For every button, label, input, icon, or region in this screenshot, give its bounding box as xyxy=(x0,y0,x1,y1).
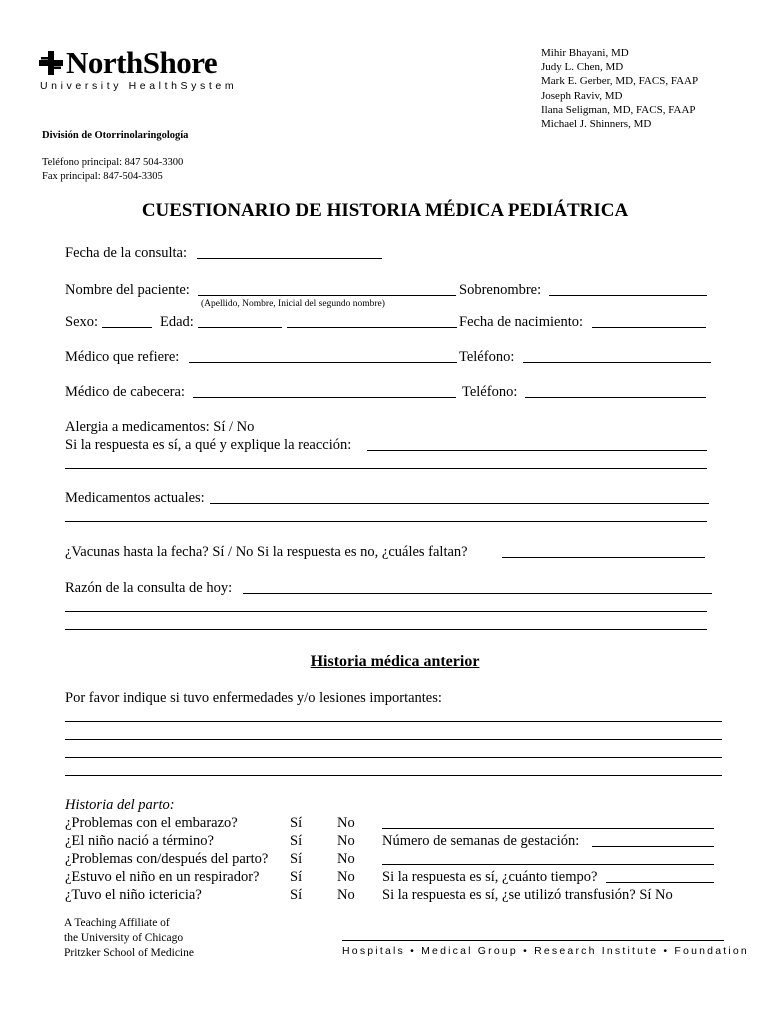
referring-doctor-field[interactable] xyxy=(189,362,457,363)
gestation-weeks-label: Número de semanas de gestación: xyxy=(382,833,580,849)
age-extra-field[interactable] xyxy=(287,327,457,328)
department: División de Otorrinolaringología xyxy=(42,130,189,141)
no-option[interactable]: No xyxy=(337,869,355,885)
birth-question: ¿Tuvo el niño ictericia? xyxy=(65,887,202,903)
nickname-field[interactable] xyxy=(549,295,707,296)
sex-field[interactable] xyxy=(102,327,152,328)
illness-prompt: Por favor indique si tuvo enfermedades y/o lesiones importantes: xyxy=(65,690,442,706)
visit-reason-field-3[interactable] xyxy=(65,629,707,630)
sex-label: Sexo: xyxy=(65,314,99,330)
yes-option[interactable]: Sí xyxy=(290,851,303,867)
footer-tagline: Hospitals • Medical Group • Research Institute • Foundation xyxy=(342,945,749,957)
teaching-line: Pritzker School of Medicine xyxy=(64,947,194,959)
logo-subtitle: University HealthSystem xyxy=(40,80,238,92)
yes-option[interactable]: Sí xyxy=(290,833,303,849)
primary-doctor-label: Médico de cabecera: xyxy=(65,384,185,400)
contact-info xyxy=(42,156,183,184)
patient-name-label: Nombre del paciente: xyxy=(65,282,190,298)
northshore-logo xyxy=(38,45,278,92)
teaching-line: A Teaching Affiliate of xyxy=(64,917,170,929)
visit-reason-field-2[interactable] xyxy=(65,611,707,612)
doctor-name: Mihir Bhayani, MD xyxy=(541,47,629,59)
doctor-name: Judy L. Chen, MD xyxy=(541,61,624,74)
doctor-name: Mark E. Gerber, MD, FACS, FAAP xyxy=(541,75,699,88)
allergy-explain-field-2[interactable] xyxy=(65,468,707,469)
no-option[interactable]: No xyxy=(337,887,355,903)
birth-question: ¿Estuvo el niño en un respirador? xyxy=(65,869,260,885)
current-meds-field[interactable] xyxy=(210,503,709,504)
allergy-question: Alergia a medicamentos: Sí / No xyxy=(65,419,255,435)
vaccines-question: ¿Vacunas hasta la fecha? Sí / No Si la respuesta es no, ¿cuáles faltan? xyxy=(65,544,468,560)
phone2-label: Teléfono: xyxy=(462,384,518,400)
nickname-label: Sobrenombre: xyxy=(459,282,542,298)
birth-question: ¿Problemas con el embarazo? xyxy=(65,815,238,831)
patient-name-field[interactable] xyxy=(198,295,456,296)
current-meds-field-2[interactable] xyxy=(65,521,707,522)
birth-date-field[interactable] xyxy=(592,327,706,328)
current-meds-label: Medicamentos actuales: xyxy=(65,490,205,506)
respirator-time-field[interactable] xyxy=(606,882,714,883)
gestation-weeks-field[interactable] xyxy=(592,846,714,847)
phone1-label: Teléfono: xyxy=(459,349,515,365)
illness-field-1[interactable] xyxy=(65,721,722,722)
visit-date-label: Fecha de la consulta: xyxy=(65,245,187,261)
name-format-hint: (Apellido, Nombre, Inicial del segundo nombre) xyxy=(201,299,385,309)
form-title: CUESTIONARIO DE HISTORIA MÉDICA PEDIÁTRICA xyxy=(141,200,629,221)
teaching-affiliate xyxy=(64,916,194,961)
illness-field-4[interactable] xyxy=(65,775,722,776)
yes-option[interactable]: Sí xyxy=(290,815,303,831)
illness-field-3[interactable] xyxy=(65,757,722,758)
transfusion-question: Si la respuesta es sí, ¿se utilizó transfusión? Sí No xyxy=(382,887,673,903)
birth-history-heading: Historia del parto: xyxy=(65,797,175,813)
cross-logo-icon xyxy=(38,50,64,76)
respirator-time-label: Si la respuesta es sí, ¿cuánto tiempo? xyxy=(382,869,598,885)
birth-question: ¿Problemas con/después del parto? xyxy=(65,851,269,867)
visit-date-field[interactable] xyxy=(197,258,382,259)
age-field[interactable] xyxy=(198,327,282,328)
yes-option[interactable]: Sí xyxy=(290,869,303,885)
phone1-field[interactable] xyxy=(523,362,711,363)
footer-rule xyxy=(342,940,724,941)
yes-option[interactable]: Sí xyxy=(290,887,303,903)
visit-reason-field[interactable] xyxy=(243,593,712,594)
section-title: Historia médica anterior xyxy=(310,653,480,670)
no-option[interactable]: No xyxy=(337,815,355,831)
phone2-field[interactable] xyxy=(525,397,706,398)
vaccines-missing-field[interactable] xyxy=(502,557,705,558)
birth-date-label: Fecha de nacimiento: xyxy=(459,314,584,330)
doctor-list xyxy=(541,46,698,131)
pregnancy-problems-field[interactable] xyxy=(382,828,714,829)
phone-main: Teléfono principal: 847 504-3300 xyxy=(42,157,184,168)
doctor-name: Michael J. Shinners, MD xyxy=(541,118,652,131)
age-label: Edad: xyxy=(160,314,194,330)
allergy-explain-label: Si la respuesta es sí, a qué y explique la reacción: xyxy=(65,437,352,453)
no-option[interactable]: No xyxy=(337,851,355,867)
visit-reason-label: Razón de la consulta de hoy: xyxy=(65,580,233,596)
allergy-explain-field[interactable] xyxy=(367,450,707,451)
doctor-name: Ilana Seligman, MD, FACS, FAAP xyxy=(541,103,696,116)
no-option[interactable]: No xyxy=(337,833,355,849)
referring-doctor-label: Médico que refiere: xyxy=(65,349,180,365)
birth-question: ¿El niño nació a término? xyxy=(65,833,214,849)
birth-problems-field[interactable] xyxy=(382,864,714,865)
illness-field-2[interactable] xyxy=(65,739,722,740)
doctor-name: Joseph Raviv, MD xyxy=(541,89,623,102)
fax-main: Fax principal: 847-504-3305 xyxy=(42,171,163,182)
primary-doctor-field[interactable] xyxy=(193,397,456,398)
logo-name: NorthShore xyxy=(66,45,218,80)
teaching-line: the University of Chicago xyxy=(64,932,184,944)
